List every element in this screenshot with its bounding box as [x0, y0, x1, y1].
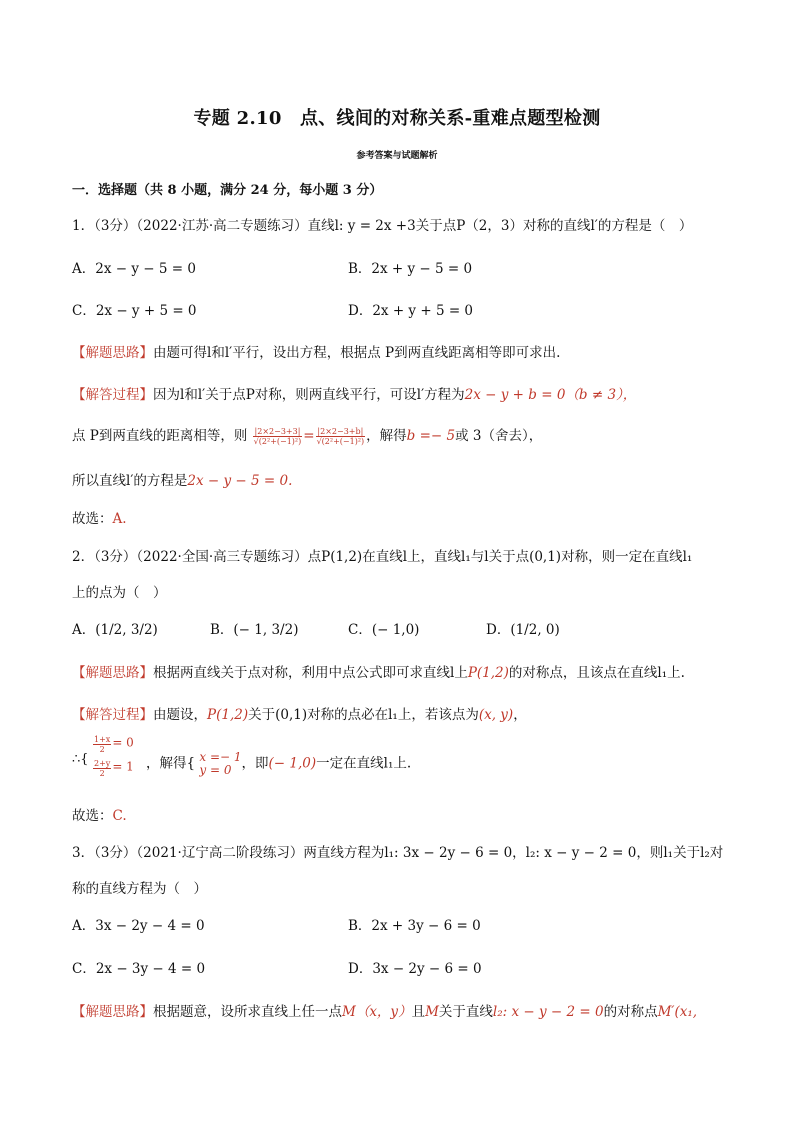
section-heading: 一．选择题（共 8 小题，满分 24 分，每小题 3 分）	[72, 183, 383, 198]
q2-system-eq1-rhs: = 0	[112, 735, 134, 750]
q2-idea-tag: 【解题思路】	[72, 665, 153, 681]
q2-option-b: B．(− 1, 3/2)	[210, 622, 299, 638]
q2-idea-math: P(1,2)	[467, 665, 509, 681]
q2-process-math1: P(1,2)	[207, 707, 249, 723]
q2-system-eq1-den: 2	[99, 745, 105, 754]
q2-process-text1: 由题设，	[153, 707, 207, 723]
q3-option-d: D．3x − 2y − 6 = 0	[348, 961, 482, 977]
q1-process-text2b: ，解得	[366, 428, 407, 444]
q2-stem-line2: 上的点为（ ）	[72, 585, 167, 601]
q3-stem-line1: 3．（3分）（2021·辽宁高二阶段练习）两直线方程为l₁: 3x − 2y − 6 = 0，l₂: x − y − 2 = 0，则l₁关于l₂对	[72, 845, 724, 861]
q2-system-eq2-frac	[93, 759, 111, 778]
q2-system-eq2-num: 2+y	[94, 759, 111, 768]
q2-system-solution	[146, 751, 411, 777]
q2-system-eq1-num: 1+x	[94, 735, 111, 744]
q3-idea-text4: 的对称点	[603, 1004, 658, 1020]
q1-option-b: B．2x + y − 5 = 0	[348, 261, 473, 277]
q3-option-c: C．2x − 3y − 4 = 0	[72, 961, 206, 977]
q1-process-text2c: 或 3（舍去），	[455, 428, 543, 444]
q3-idea-math1: M（x，y）	[342, 1004, 412, 1020]
q2-process-text2: 关于(0,1)对称的点必在l₁上，若该点为	[248, 707, 479, 723]
q1-answer	[72, 507, 127, 527]
q2-system-rest3: 一定在直线l₁上.	[316, 755, 412, 772]
q3-idea-math3: l₂: x − y − 2 = 0	[492, 1004, 604, 1020]
q1-process-text3: 所以直线l′的方程是	[72, 473, 188, 489]
q1-process-math3: 2x − y − 5 = 0.	[187, 473, 293, 489]
q3-idea	[72, 1000, 697, 1020]
q3-idea-math2: M	[425, 1004, 439, 1020]
q3-idea-math4: M′(x₁,	[657, 1004, 698, 1020]
q2-answer-value: C.	[112, 808, 127, 824]
q1-process-math1: 2x − y + b = 0（b ≠ 3），	[464, 387, 637, 403]
q2-system-sol1: x =− 1	[199, 750, 242, 764]
q2-system-sol2: y = 0	[199, 763, 232, 777]
q3-idea-text3: 关于直线	[438, 1004, 493, 1020]
q2-option-a: A．(1/2, 3/2)	[72, 622, 158, 638]
q1-process-text1: 因为l和l′关于点P对称，则两直线平行，可设l′方程为	[153, 387, 465, 403]
q2-process-math2: (x, y)	[478, 707, 514, 723]
q3-idea-tag: 【解题思路】	[72, 1004, 153, 1020]
q2-system-rest1: ，解得{	[146, 755, 196, 772]
q1-fraction-1-den: √(2²+(−1)²)	[253, 437, 302, 446]
q2-option-c: C．(− 1,0)	[348, 622, 420, 638]
q1-answer-label: 故选：	[72, 511, 113, 527]
q1-answer-value: A.	[112, 511, 127, 527]
q2-idea-text2: 的对称点，且该点在直线l₁上.	[508, 665, 685, 681]
q2-system-point: (− 1,0)	[268, 755, 317, 772]
q2-option-d: D．(1/2, 0)	[486, 622, 560, 638]
q1-idea-text: 由题可得l和l′平行，设出方程，根据点 P到两直线距离相等即可求出.	[153, 345, 561, 361]
q1-fraction-2-num: |2×2−3+b|	[317, 427, 364, 436]
q2-idea-text1: 根据两直线关于点对称，利用中点公式即可求直线l上	[153, 665, 468, 681]
q2-process-line1	[72, 703, 527, 723]
q2-therefore-symbol: ∴{	[72, 752, 89, 767]
q3-option-a: A．3x − 2y − 4 = 0	[72, 918, 205, 934]
q2-system-eq2	[92, 759, 134, 778]
q1-option-c: C．2x − y + 5 = 0	[72, 303, 197, 319]
q1-process-math2: b =− 5	[406, 428, 456, 444]
q1-process-line2	[72, 424, 542, 446]
q3-idea-text1: 根据题意，设所求直线上任一点	[153, 1004, 342, 1020]
q3-stem-line2: 称的直线方程为（ ）	[72, 881, 207, 897]
q2-system-eq1	[92, 735, 134, 754]
q1-process-line1	[72, 383, 636, 403]
q1-stem: 1．（3分）（2022·江苏·高二专题练习）直线l: y = 2x +3关于点P（2，3）对称的直线l′的方程是（ ）	[72, 218, 693, 234]
q2-system-eq2-den: 2	[99, 769, 105, 778]
q3-option-b: B．2x + 3y − 6 = 0	[348, 918, 481, 934]
q2-system-rest2: ，即	[241, 755, 269, 772]
q1-idea	[72, 341, 560, 361]
q1-fraction-2	[316, 427, 366, 446]
q2-idea	[72, 661, 685, 681]
q1-process-text2a: 点 P到两直线的距离相等，则	[72, 428, 248, 444]
q2-system-solution-values	[199, 751, 241, 777]
q1-equals-sign: =	[303, 428, 315, 444]
page-title: 专题 2.10 点、线间的对称关系-重难点题型检测	[193, 108, 601, 129]
q1-fraction-1-num: |2×2−3+3|	[254, 427, 301, 436]
q2-stem-line1: 2．（3分）（2022·全国·高三专题练习）点P(1,2)在直线l上，直线l₁与l关于点(0,1)对称，则一定在直线l₁	[72, 549, 693, 565]
q1-fraction-1	[253, 427, 303, 446]
q2-equation-system	[72, 735, 432, 783]
q2-system-eq2-rhs: = 1	[112, 759, 134, 774]
q2-system-eq1-frac	[93, 735, 111, 754]
q3-idea-text2: 且	[411, 1004, 426, 1020]
q1-process-line3	[72, 469, 292, 489]
q1-option-d: D．2x + y + 5 = 0	[348, 303, 474, 319]
q1-fraction-2-den: √(2²+(−1)²)	[316, 437, 365, 446]
page-subtitle: 参考答案与试题解析	[356, 151, 438, 161]
q1-idea-tag: 【解题思路】	[72, 345, 153, 361]
q2-process-text3: ，	[513, 707, 527, 723]
q2-answer	[72, 804, 127, 824]
q2-process-tag: 【解答过程】	[72, 707, 153, 723]
q1-option-a: A．2x − y − 5 = 0	[72, 261, 196, 277]
q1-process-tag: 【解答过程】	[72, 387, 153, 403]
q2-answer-label: 故选：	[72, 808, 113, 824]
